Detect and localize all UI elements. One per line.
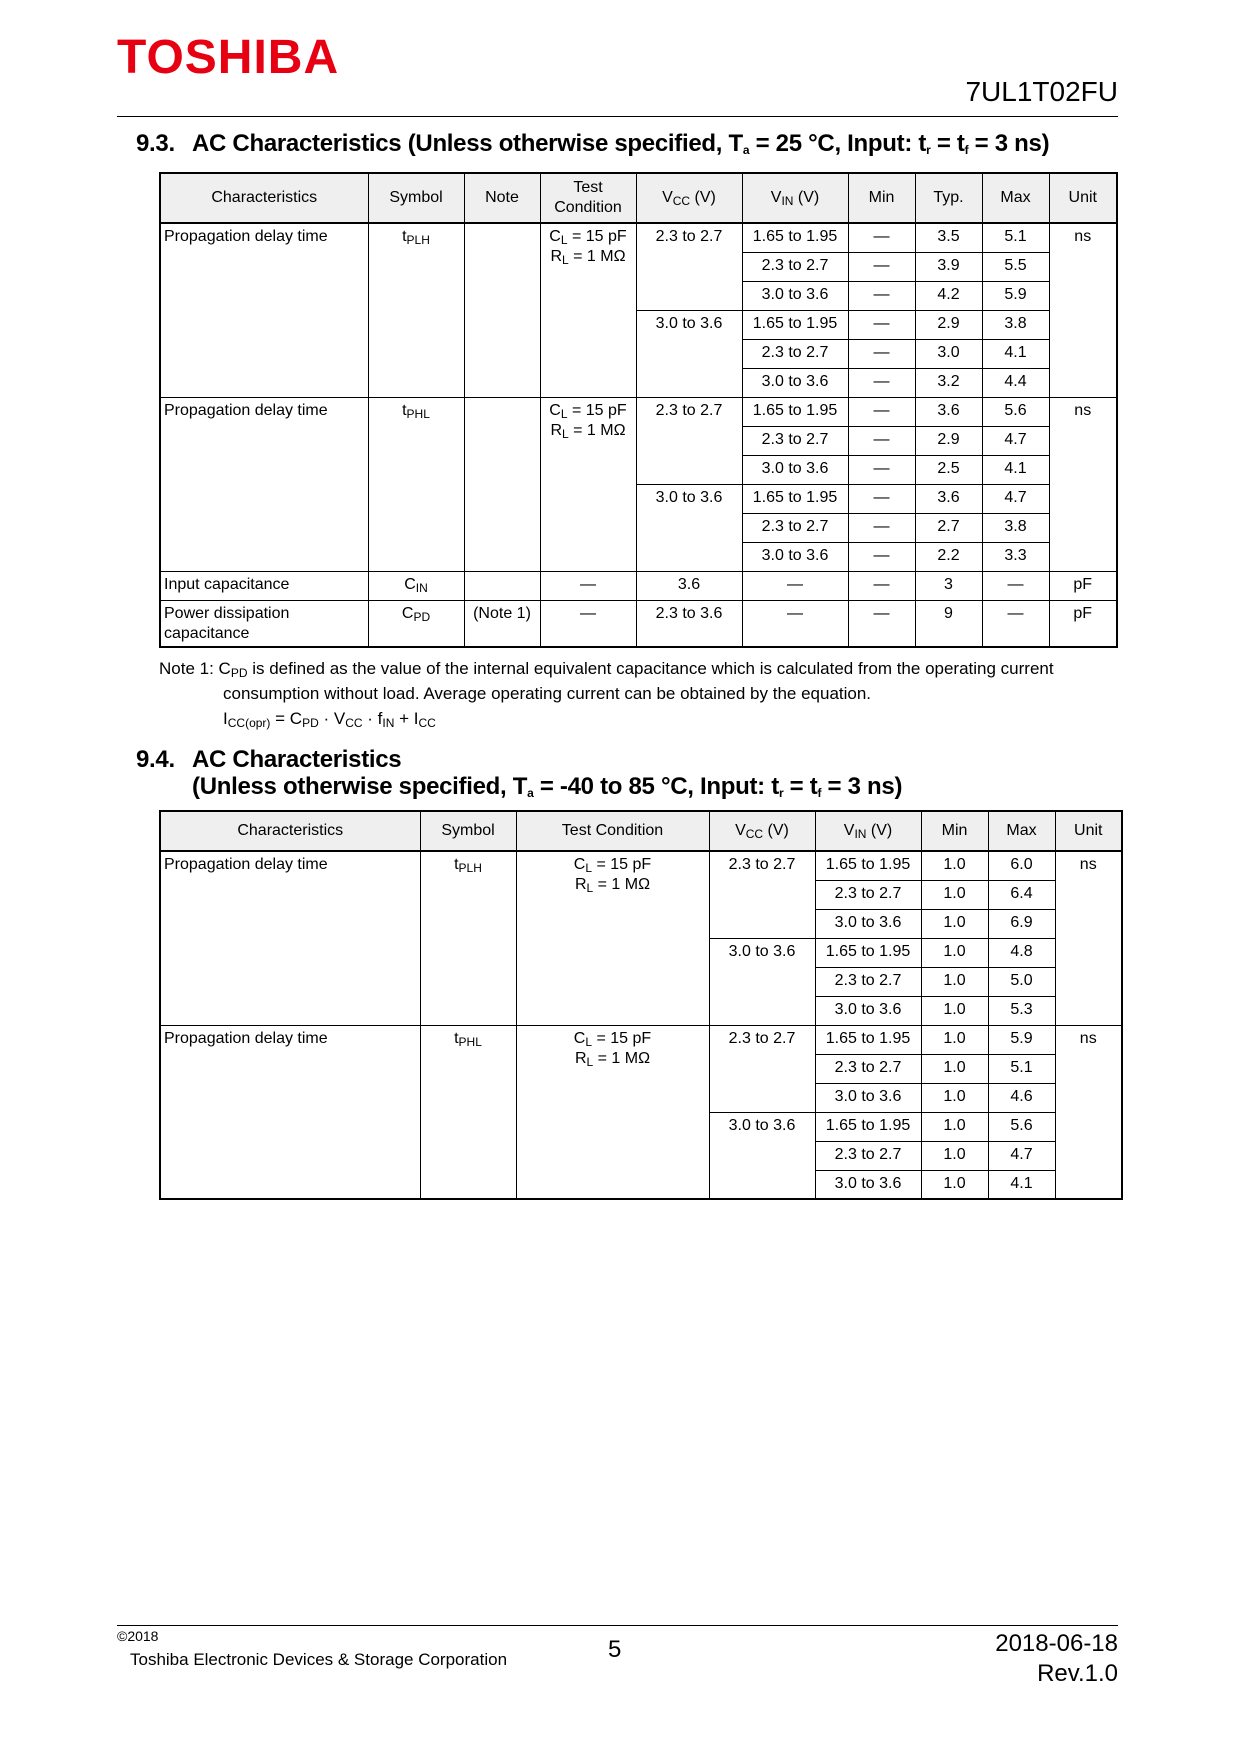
min-cell: 1.0 [921,909,988,938]
max-cell: 6.0 [988,851,1055,880]
vin-cell: — [742,571,848,600]
vin-cell: 1.65 to 1.95 [742,484,848,513]
table-row [160,1025,1122,1054]
vcc-cell: 2.3 to 3.6 [636,600,742,647]
table-row [160,571,1117,600]
test-condition-cell: — [540,600,636,647]
vin-cell: 2.3 to 2.7 [742,513,848,542]
typ-cell: 3.5 [915,223,982,252]
max-cell: 4.7 [982,426,1049,455]
max-cell: 4.1 [982,455,1049,484]
revision: Rev.1.0 [1037,1660,1118,1687]
min-cell: 1.0 [921,1141,988,1170]
table-row [160,223,1117,252]
vin-cell: 1.65 to 1.95 [815,938,921,967]
max-cell: 4.1 [988,1170,1055,1199]
unit-cell: ns [1049,223,1117,397]
symbol-cell: $C_{IN}$ [368,571,464,600]
note-cell [464,397,540,571]
max-cell: 5.1 [982,223,1049,252]
max-cell: 4.4 [982,368,1049,397]
vin-cell: 1.65 to 1.95 [815,1025,921,1054]
test-condition-cell: $C_L = 15$ pF $R_L = 1$ MΩ [516,851,709,1025]
note-cell [464,571,540,600]
toshiba-logo: TOSHIBA [117,31,340,84]
vcc-cell: 3.0 to 3.6 [636,484,742,571]
header-characteristics: Characteristics [160,811,420,851]
vin-cell: 2.3 to 2.7 [815,880,921,909]
symbol-cell: $t_{PHL}$ [420,1025,516,1199]
max-cell: 5.1 [988,1054,1055,1083]
header-unit: Unit [1055,811,1122,851]
min-cell: 1.0 [921,880,988,909]
ac-characteristics-temp-range-table [159,810,1123,1200]
typ-cell: 2.2 [915,542,982,571]
header-vin: $V_{IN}$ (V) [815,811,921,851]
note-cell [464,223,540,397]
unit-cell: ns [1055,1025,1122,1199]
table-row [160,397,1117,426]
max-cell: 4.1 [982,339,1049,368]
vin-cell: 1.65 to 1.95 [815,851,921,880]
header-characteristics: Characteristics [160,173,368,223]
vin-cell: 3.0 to 3.6 [742,368,848,397]
copyright: ©2018 [117,1628,159,1644]
part-number: 7UL1T02FU [965,76,1118,107]
section-9-4-title: 9.4. AC Characteristics (Unless otherwise specified, $T_a = -40$ to 85 °C, Input: $t_r = t_f = 3$ ns) [136,746,903,800]
table-row [160,600,1117,647]
footer-rule [117,1625,1118,1626]
vin-cell: 1.65 to 1.95 [815,1112,921,1141]
header-min: Min [848,173,915,223]
vcc-cell: 3.6 [636,571,742,600]
typ-cell: 2.9 [915,310,982,339]
section-9-3-title: 9.3. AC Characteristics (Unless otherwise specified, $T_a = 25$ °C, Input: $t_r = t_f = 3$ ns) [136,130,1050,157]
max-cell: 5.3 [988,996,1055,1025]
max-cell: 6.4 [988,880,1055,909]
vin-cell: 3.0 to 3.6 [815,1083,921,1112]
test-condition-cell: $C_L = 15$ pF $R_L = 1$ MΩ [540,397,636,571]
vin-cell: 2.3 to 2.7 [815,1141,921,1170]
max-cell: 3.8 [982,513,1049,542]
max-cell: 5.6 [982,397,1049,426]
vin-cell: 1.65 to 1.95 [742,397,848,426]
min-cell: 1.0 [921,938,988,967]
unit-cell: pF [1049,600,1117,647]
page-number: 5 [608,1636,622,1663]
header-vcc: $V_{CC}$ (V) [709,811,815,851]
max-cell: 4.6 [988,1083,1055,1112]
characteristic-name: Power dissipation capacitance [160,600,368,647]
typ-cell: 3.6 [915,484,982,513]
vin-cell: 3.0 to 3.6 [815,1170,921,1199]
min-cell: 1.0 [921,1170,988,1199]
min-cell: 1.0 [921,1083,988,1112]
header-test-condition: Test Condition [516,811,709,851]
max-cell: 5.0 [988,967,1055,996]
header-typ: Typ. [915,173,982,223]
header-unit: Unit [1049,173,1117,223]
max-cell: 6.9 [988,909,1055,938]
min-cell: — [848,513,915,542]
typ-cell: 3.9 [915,252,982,281]
typ-cell: 2.5 [915,455,982,484]
min-cell: — [848,600,915,647]
max-cell: 5.6 [988,1112,1055,1141]
min-cell: — [848,484,915,513]
vin-cell: 3.0 to 3.6 [815,909,921,938]
vin-cell: 1.65 to 1.95 [742,223,848,252]
characteristic-name: Propagation delay time [160,851,420,1025]
vin-cell: 2.3 to 2.7 [815,1054,921,1083]
vcc-cell: 3.0 to 3.6 [709,938,815,1025]
min-cell: — [848,281,915,310]
test-condition-cell: — [540,571,636,600]
min-cell: — [848,368,915,397]
min-cell: 1.0 [921,851,988,880]
max-cell: 5.9 [982,281,1049,310]
vin-cell: 2.3 to 2.7 [742,252,848,281]
characteristic-name: Propagation delay time [160,1025,420,1199]
max-cell: 5.5 [982,252,1049,281]
vcc-cell: 2.3 to 2.7 [636,223,742,310]
typ-cell: 3.6 [915,397,982,426]
max-cell: — [982,600,1049,647]
max-cell: 4.7 [982,484,1049,513]
characteristic-name: Propagation delay time [160,223,368,397]
vcc-cell: 2.3 to 2.7 [709,851,815,938]
typ-cell: 2.9 [915,426,982,455]
test-condition-cell: $C_L = 15$ pF $R_L = 1$ MΩ [540,223,636,397]
min-cell: — [848,397,915,426]
min-cell: — [848,223,915,252]
min-cell: 1.0 [921,1112,988,1141]
test-condition-cell: $C_L = 15$ pF $R_L = 1$ MΩ [516,1025,709,1199]
typ-cell: 3.0 [915,339,982,368]
symbol-cell: $t_{PLH}$ [420,851,516,1025]
min-cell: — [848,252,915,281]
header-symbol: Symbol [368,173,464,223]
typ-cell: 2.7 [915,513,982,542]
header-vin: $V_{IN}$ (V) [742,173,848,223]
note-cell: (Note 1) [464,600,540,647]
symbol-cell: $t_{PLH}$ [368,223,464,397]
max-cell: 5.9 [988,1025,1055,1054]
vin-cell: 3.0 to 3.6 [742,281,848,310]
vin-cell: — [742,600,848,647]
header-max: Max [988,811,1055,851]
vcc-cell: 2.3 to 2.7 [709,1025,815,1112]
max-cell: — [982,571,1049,600]
ac-characteristics-25c-table [159,172,1118,648]
header-max: Max [982,173,1049,223]
header-symbol: Symbol [420,811,516,851]
vcc-cell: 2.3 to 2.7 [636,397,742,484]
document-date: 2018-06-18 [995,1630,1118,1657]
min-cell: — [848,339,915,368]
symbol-cell: $t_{PHL}$ [368,397,464,571]
vin-cell: 3.0 to 3.6 [742,542,848,571]
max-cell: 4.7 [988,1141,1055,1170]
header-note: Note [464,173,540,223]
typ-cell: 9 [915,600,982,647]
header-rule [117,116,1118,117]
typ-cell: 3.2 [915,368,982,397]
min-cell: — [848,426,915,455]
note-1: Note 1: $C_{PD}$ is defined as the value of the internal equivalent capacitance which is calculated from the operating current consumption without load. Average operating current can be obtained by the equation. $I_{CC(opr)} = C_{PD} \cdot V_{CC} \cdot f_{IN} + I_{CC}$ [159,656,1119,731]
unit-cell: pF [1049,571,1117,600]
vin-cell: 3.0 to 3.6 [742,455,848,484]
min-cell: — [848,310,915,339]
unit-cell: ns [1055,851,1122,1025]
typ-cell: 4.2 [915,281,982,310]
max-cell: 4.8 [988,938,1055,967]
vin-cell: 1.65 to 1.95 [742,310,848,339]
min-cell: — [848,571,915,600]
vin-cell: 3.0 to 3.6 [815,996,921,1025]
note-equation: $I_{CC(opr)} = C_{PD} \cdot V_{CC} \cdot f_{IN} + I_{CC}$ [223,709,436,730]
vin-cell: 2.3 to 2.7 [815,967,921,996]
table-row [160,851,1122,880]
symbol-cell: $C_{PD}$ [368,600,464,647]
vin-cell: 2.3 to 2.7 [742,339,848,368]
characteristic-name: Propagation delay time [160,397,368,571]
vin-cell: 2.3 to 2.7 [742,426,848,455]
max-cell: 3.8 [982,310,1049,339]
max-cell: 3.3 [982,542,1049,571]
company-name: Toshiba Electronic Devices & Storage Corporation [130,1650,508,1669]
min-cell: 1.0 [921,996,988,1025]
header-vcc: $V_{CC}$ (V) [636,173,742,223]
characteristic-name: Input capacitance [160,571,368,600]
min-cell: — [848,455,915,484]
header-min: Min [921,811,988,851]
min-cell: 1.0 [921,967,988,996]
typ-cell: 3 [915,571,982,600]
vcc-cell: 3.0 to 3.6 [709,1112,815,1199]
header-test-condition: Test Condition [540,173,636,223]
unit-cell: ns [1049,397,1117,571]
min-cell: — [848,542,915,571]
min-cell: 1.0 [921,1054,988,1083]
vcc-cell: 3.0 to 3.6 [636,310,742,397]
min-cell: 1.0 [921,1025,988,1054]
